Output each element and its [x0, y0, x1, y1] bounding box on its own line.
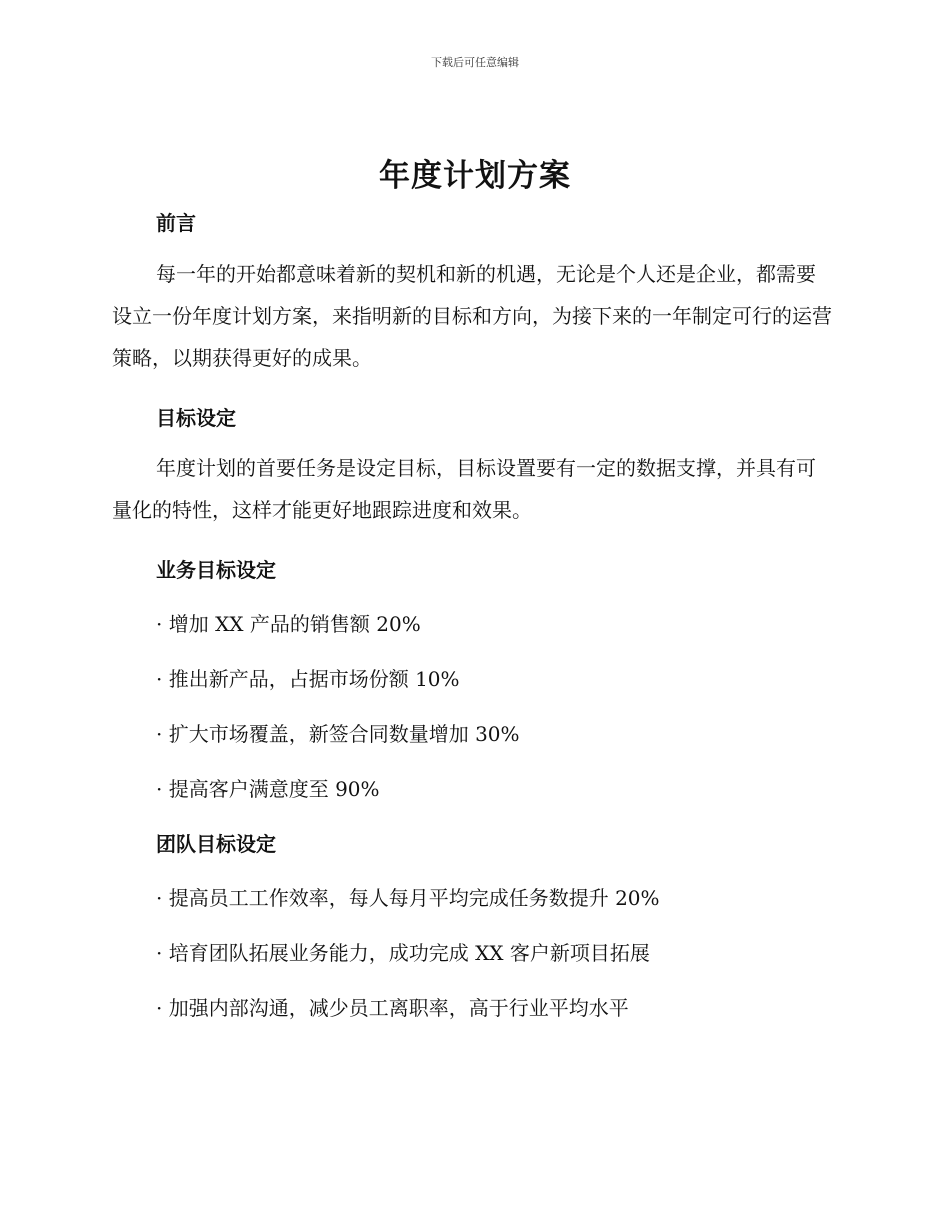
section-heading-team-goals: 团队目标设定: [156, 832, 276, 856]
list-item-team-goal: · 提高员工工作效率，每人每月平均完成任务数提升 20%: [156, 886, 660, 910]
header-note: 下载后可任意编辑: [431, 56, 519, 69]
list-item-business-goal: · 增加 XX 产品的销售额 20%: [156, 612, 421, 636]
section-heading-business-goals: 业务目标设定: [156, 558, 276, 582]
section-heading-preface: 前言: [156, 211, 196, 235]
list-item-business-goal: · 提高客户满意度至 90%: [156, 777, 380, 801]
list-item-team-goal: · 培育团队拓展业务能力，成功完成 XX 客户新项目拓展: [156, 941, 650, 965]
paragraph-goal-setting: 年度计划的首要任务是设定目标，目标设置要有一定的数据支撑，并具有可量化的特性，这样才能更好地跟踪进度和效果。: [112, 456, 816, 522]
list-item-team-goal: · 加强内部沟通，减少员工离职率，高于行业平均水平: [156, 996, 629, 1020]
list-item-business-goal: · 推出新产品，占据市场份额 10%: [156, 667, 460, 691]
document-title: 年度计划方案: [379, 158, 571, 194]
section-heading-goal-setting: 目标设定: [156, 406, 236, 430]
list-item-business-goal: · 扩大市场覆盖，新签合同数量增加 30%: [156, 722, 520, 746]
paragraph-preface: 每一年的开始都意味着新的契机和新的机遇，无论是个人还是企业，都需要设立一份年度计划方案，来指明新的目标和方向，为接下来的一年制定可行的运营策略，以期获得更好的成果。: [112, 262, 832, 370]
